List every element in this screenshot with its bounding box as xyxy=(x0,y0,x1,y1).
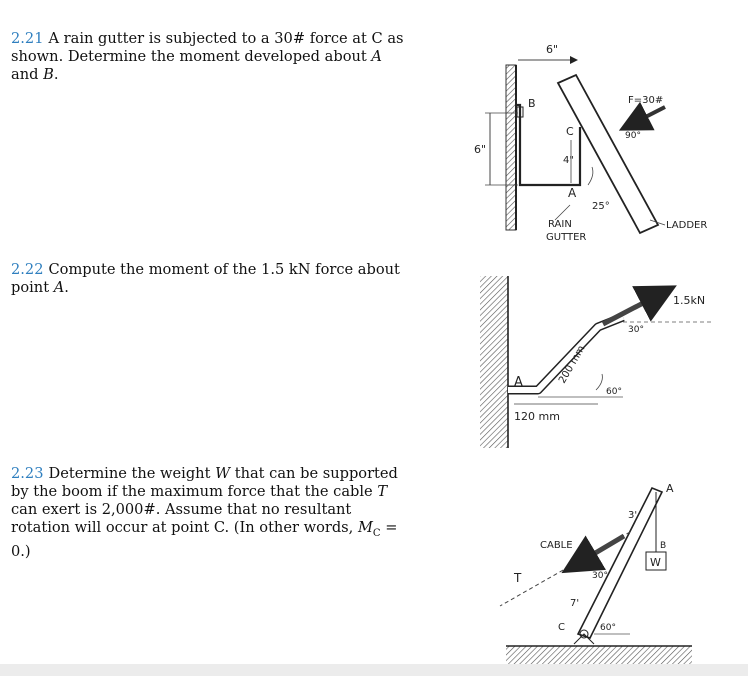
point-a-label: A xyxy=(666,482,674,495)
point-c-label: C xyxy=(558,622,565,633)
gutter-shape xyxy=(516,105,580,185)
dim-top-label: 6" xyxy=(546,43,559,56)
problem-text-mid: that can be supported by the boom if the maximum force that the cable xyxy=(11,465,398,500)
angle-base-label: 60° xyxy=(600,623,616,633)
figure-rain-gutter xyxy=(460,35,740,250)
point-a-label: A xyxy=(514,375,523,390)
figure-boom xyxy=(470,470,730,666)
var-b: B xyxy=(43,66,54,83)
page-bottom-bar xyxy=(0,664,748,676)
point-b-label: B xyxy=(660,541,667,551)
dim-lower-label: 7' xyxy=(570,598,580,609)
problem-2-23 xyxy=(11,465,411,561)
tension-label: T xyxy=(514,571,522,585)
problem-number: 2.22 xyxy=(11,261,44,278)
gutter-leader xyxy=(555,205,570,220)
right-angle-label: 90° xyxy=(625,131,641,141)
angle-force-label: 30° xyxy=(628,325,644,335)
problem-text-end: . xyxy=(53,66,59,83)
problem-text: Compute the moment of the 1.5 kN force about point xyxy=(11,261,400,296)
var-t: T xyxy=(377,483,388,500)
gutter-label-2: GUTTER xyxy=(546,232,587,243)
problem-text-end: = 0.) xyxy=(11,519,398,560)
var-a: A xyxy=(371,48,382,65)
problem-2-22 xyxy=(11,261,411,297)
force-arrow xyxy=(626,107,665,127)
dim-c-label: 4" xyxy=(563,155,574,166)
force-label: 1.5kN xyxy=(673,294,706,307)
angle-arc xyxy=(588,167,593,185)
cable-label: CABLE xyxy=(540,540,573,551)
cable-force-arrow xyxy=(570,536,624,568)
angle-bend-label: 60° xyxy=(606,387,622,397)
ground-hatch xyxy=(506,646,692,664)
moment-subscript: C xyxy=(372,527,381,539)
weight-label: W xyxy=(650,556,661,569)
dim-left-label: 6" xyxy=(474,143,487,156)
moment-m: M xyxy=(357,519,373,536)
problem-text: Determine the weight xyxy=(48,465,216,482)
problem-number: 2.23 xyxy=(11,465,44,482)
figure-bent-bar xyxy=(478,272,728,452)
point-c-label: C xyxy=(566,125,574,138)
problem-text-and: and xyxy=(11,66,44,83)
point-b-label: B xyxy=(528,97,536,110)
dim-base-label: 120 mm xyxy=(514,410,560,423)
problem-number: 2.21 xyxy=(11,30,44,47)
problem-text: A rain gutter is subjected to a 30# force at C as shown. Determine the moment developed about xyxy=(11,30,404,65)
point-a-label: A xyxy=(568,186,577,200)
ladder-label: LADDER xyxy=(666,220,708,231)
dim-slope-label: 200 mm xyxy=(557,343,588,386)
problem-text-end: . xyxy=(64,279,69,296)
force-label: F=30# xyxy=(628,95,664,106)
gutter-label-1: RAIN xyxy=(548,219,572,230)
angle-arc-60 xyxy=(596,374,602,390)
angle-label: 25° xyxy=(592,201,610,212)
angle-cable-label: 30° xyxy=(592,571,608,581)
var-a: A xyxy=(53,279,65,296)
problem-text-mid2: can exert is 2,000#. Assume that no resultant rotation will occur at point C. (In other words, xyxy=(11,501,358,536)
wall-hatch xyxy=(480,276,508,448)
dim-upper-label: 3' xyxy=(628,510,638,521)
force-arrow xyxy=(603,290,668,324)
var-w: W xyxy=(215,465,231,482)
problem-2-21 xyxy=(11,30,411,84)
wall-hatch xyxy=(506,65,516,230)
